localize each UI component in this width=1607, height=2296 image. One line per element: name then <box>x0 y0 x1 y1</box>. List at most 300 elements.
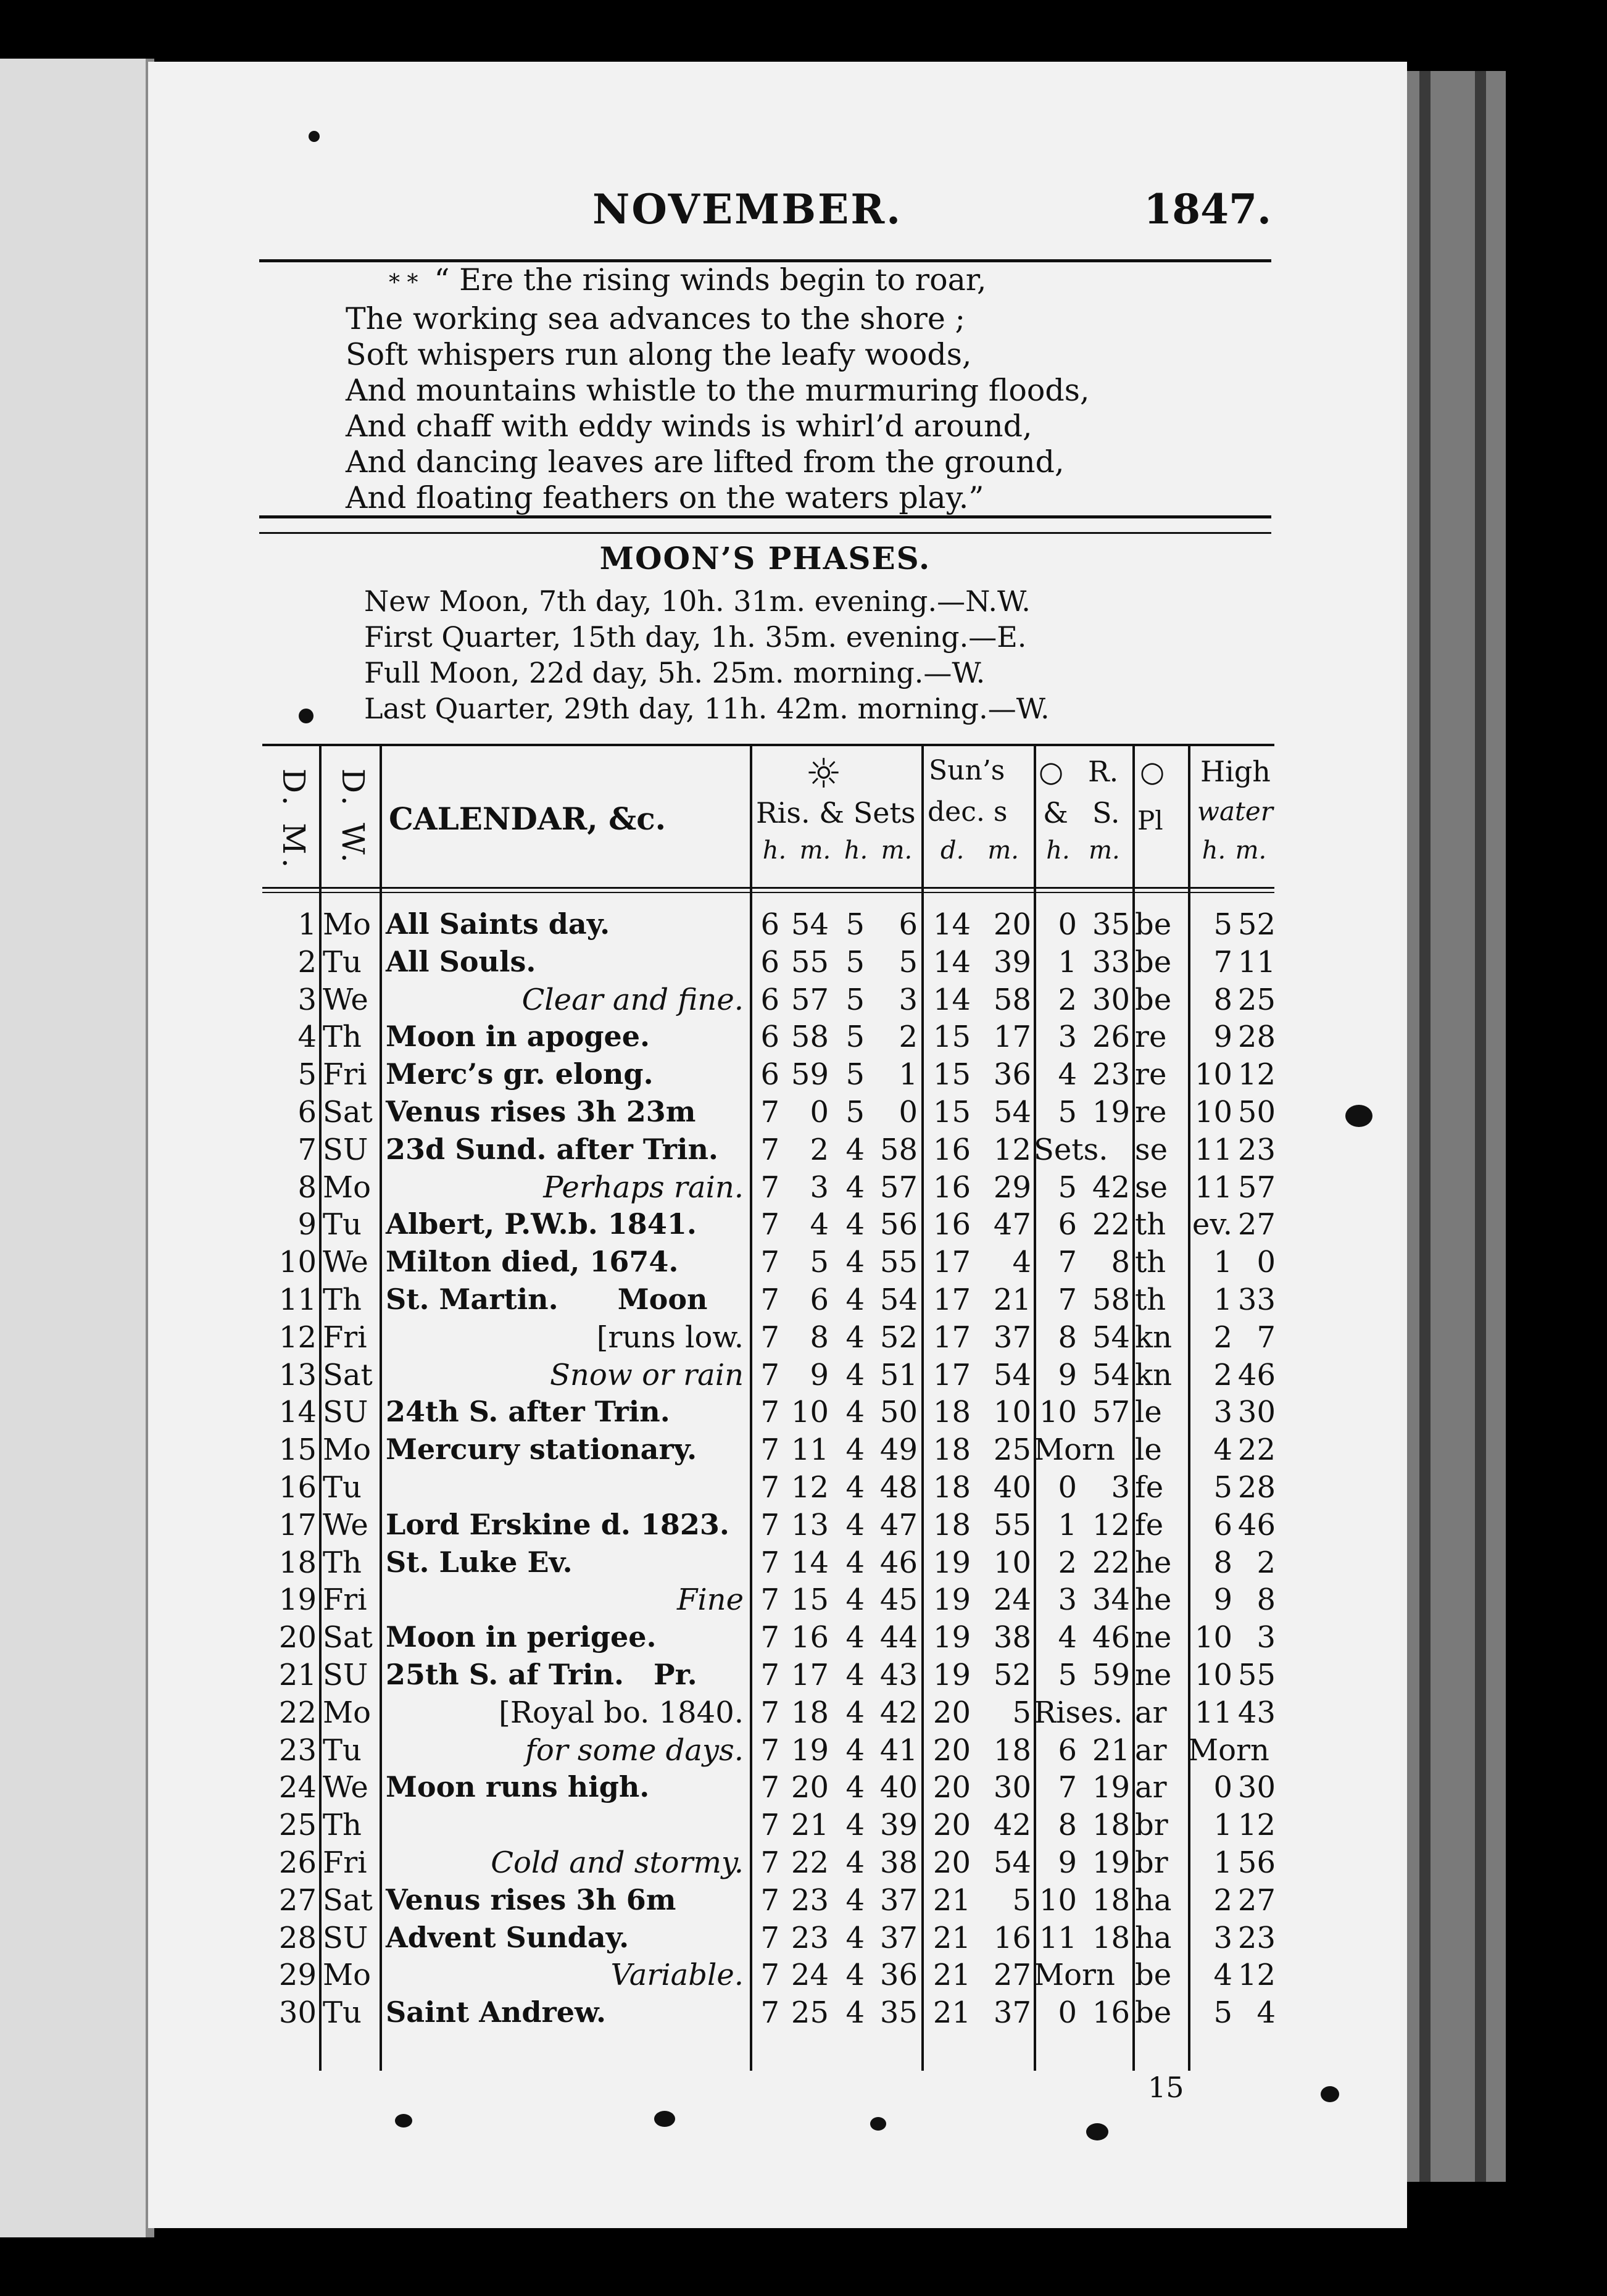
cell-sr-h: 6 <box>760 1020 779 1055</box>
cell-w: We <box>323 1770 368 1805</box>
cell-calendar: St. Luke Ev. <box>386 1545 573 1579</box>
cell-pl: ar <box>1135 1695 1167 1730</box>
cell-calendar: Mercury stationary. <box>386 1433 697 1466</box>
cell-hw-m: 2 <box>1256 1545 1276 1580</box>
cell-dec-d: 19 <box>932 1583 971 1618</box>
cell-pl: be <box>1135 1995 1172 2031</box>
cell-ss-m: 49 <box>879 1433 918 1468</box>
cell-w: Th <box>323 1020 362 1055</box>
table-top-rule <box>262 744 1274 746</box>
cell-sr-m: 23 <box>791 1920 829 1955</box>
cell-sr-h: 7 <box>760 1433 779 1468</box>
cell-mo-h: 5 <box>1058 1170 1077 1205</box>
cell-sr-m: 11 <box>791 1433 829 1468</box>
cell-dec-m: 54 <box>993 1845 1031 1880</box>
cell-hw-m: 46 <box>1237 1357 1276 1392</box>
cell-pl: re <box>1135 1020 1167 1055</box>
cell-sr-h: 7 <box>760 1245 779 1280</box>
cell-w: Mo <box>323 1170 372 1205</box>
cell-sr-m: 15 <box>791 1583 829 1618</box>
cell-hw-h: 1 <box>1213 1845 1232 1880</box>
cell-ss-h: 4 <box>845 1958 865 1993</box>
poem-line: And mountains whistle to the murmuring floods, <box>346 373 1090 408</box>
cell-ss-m: 47 <box>879 1507 918 1542</box>
cell-mo-m: 42 <box>1092 1170 1130 1205</box>
cell-dec-d: 15 <box>932 1020 971 1055</box>
spine-band <box>1475 71 1486 2182</box>
cell-mo-m: 16 <box>1092 1995 1130 2031</box>
cell-calendar: All Saints day. <box>386 907 610 941</box>
table-header-rule <box>262 887 1274 889</box>
cell-pl: le <box>1135 1433 1162 1468</box>
cell-hw-h: 3 <box>1213 1395 1232 1430</box>
cell-w: SU <box>323 1395 368 1430</box>
cell-hw-h: ev. <box>1192 1207 1232 1242</box>
cell-pl: be <box>1135 1958 1172 1993</box>
cell-sr-h: 6 <box>760 944 779 980</box>
cell-mo-h: 7 <box>1058 1245 1077 1280</box>
cell-mo-h: 0 <box>1058 907 1077 942</box>
cell-ss-m: 2 <box>899 1020 918 1055</box>
cell-calendar: Venus rises 3h 23m <box>386 1095 696 1128</box>
cell-mo-h: 7 <box>1058 1770 1077 1805</box>
cell-calendar: Moon runs high. <box>386 1770 650 1804</box>
cell-w: Th <box>323 1545 362 1580</box>
cell-hw-h: 1 <box>1213 1283 1232 1317</box>
cell-sr-m: 59 <box>791 1057 829 1092</box>
cell-ss-m: 36 <box>879 1958 918 1993</box>
cell-sr-m: 12 <box>791 1470 829 1505</box>
cell-w: Fri <box>323 1057 367 1092</box>
cell-sr-m: 23 <box>791 1882 829 1918</box>
poem-line: The working sea advances to the shore ; <box>346 301 965 336</box>
cell-hw-h: 7 <box>1213 944 1232 980</box>
cell-d: 26 <box>278 1845 317 1880</box>
cell-d: 5 <box>297 1057 317 1092</box>
cell-hw-h: 5 <box>1213 907 1232 942</box>
cell-w: SU <box>323 1658 368 1692</box>
cell-mo-m: 19 <box>1092 1095 1130 1129</box>
cell-sr-m: 10 <box>791 1395 829 1430</box>
cell-sr-m: 8 <box>810 1320 829 1355</box>
cell-w: Fri <box>323 1320 367 1355</box>
cell-hw-h: 2 <box>1213 1320 1232 1355</box>
cell-dec-d: 20 <box>932 1732 971 1768</box>
header-moon-s: S. <box>1092 796 1120 830</box>
cell-ss-h: 4 <box>845 1845 865 1880</box>
cell-mo-h: 8 <box>1058 1808 1077 1843</box>
cell-pl: ne <box>1135 1658 1172 1692</box>
cell-dec-d: 16 <box>932 1207 971 1242</box>
cell-dec-d: 18 <box>932 1395 971 1430</box>
cell-pl: kn <box>1135 1320 1172 1355</box>
cell-dec-m: 27 <box>993 1958 1031 1993</box>
cell-d: 14 <box>278 1395 317 1430</box>
cell-sr-h: 7 <box>760 1395 779 1430</box>
cell-ss-m: 57 <box>879 1170 918 1205</box>
cell-ss-h: 4 <box>845 1620 865 1655</box>
cell-ss-h: 5 <box>845 1095 865 1129</box>
cell-dec-m: 10 <box>993 1395 1031 1430</box>
cell-sr-m: 58 <box>791 1020 829 1055</box>
cell-sr-m: 25 <box>791 1995 829 2031</box>
header-planet: Pl <box>1137 805 1163 836</box>
cell-ss-h: 4 <box>845 1470 865 1505</box>
cell-hw-m: 27 <box>1237 1882 1276 1918</box>
cell-d: 9 <box>297 1207 317 1242</box>
cell-sr-h: 7 <box>760 1808 779 1843</box>
header-moon-units: h. m. <box>1046 836 1120 865</box>
cell-d: 13 <box>278 1357 317 1392</box>
cell-ss-m: 0 <box>899 1095 918 1129</box>
poem-line: And floating feathers on the waters play.” <box>346 480 984 515</box>
cell-sr-h: 6 <box>760 1057 779 1092</box>
cell-dec-d: 14 <box>932 944 971 980</box>
cell-calendar: Milton died, 1674. <box>386 1245 679 1279</box>
planet-circle-icon: ○ <box>1140 755 1165 788</box>
moon-circle-icon: ○ <box>1039 755 1064 788</box>
cell-d: 28 <box>278 1920 317 1955</box>
cell-d: 6 <box>297 1095 317 1129</box>
cell-ss-m: 46 <box>879 1545 918 1580</box>
cell-calendar: [Royal bo. 1840. <box>499 1695 744 1730</box>
cell-sr-m: 9 <box>810 1357 829 1392</box>
cell-calendar: 25th S. af Trin. Pr. <box>386 1658 697 1691</box>
moon-phase-full: Full Moon, 22d day, 5h. 25m. morning.—W. <box>364 656 986 689</box>
cell-mo-m: 19 <box>1092 1770 1130 1805</box>
cell-w: Tu <box>323 1995 362 2031</box>
cell-d: 30 <box>278 1995 317 2031</box>
cell-hw-m: 33 <box>1237 1283 1276 1317</box>
cell-hw-m: 28 <box>1237 1020 1276 1055</box>
cell-w: Fri <box>323 1583 367 1618</box>
cell-mo-h: 6 <box>1058 1207 1077 1242</box>
cell-dec-d: 16 <box>932 1170 971 1205</box>
cell-ss-m: 48 <box>879 1470 918 1505</box>
cell-mo-h: 5 <box>1058 1095 1077 1129</box>
header-dec-top: Sun’s <box>929 755 1005 786</box>
cell-mo-m: 30 <box>1092 982 1130 1017</box>
poem-rule-thin <box>259 532 1271 534</box>
cell-d: 4 <box>297 1020 317 1055</box>
cell-calendar: Advent Sunday. <box>386 1920 629 1954</box>
ink-blot <box>395 2114 412 2128</box>
cell-ss-m: 38 <box>879 1845 918 1880</box>
cell-sr-h: 7 <box>760 1320 779 1355</box>
cell-hw-m: 12 <box>1237 1808 1276 1843</box>
cell-hw-h: 10 <box>1194 1658 1232 1692</box>
cell-ss-m: 58 <box>879 1132 918 1167</box>
cell-ss-h: 4 <box>845 1995 865 2031</box>
cell-w: Tu <box>323 1470 362 1505</box>
cell-ss-h: 4 <box>845 1882 865 1918</box>
cell-dec-d: 19 <box>932 1545 971 1580</box>
poem-line: * * “ Ere the rising winds begin to roar, <box>389 262 987 297</box>
year: 1847. <box>1144 185 1271 233</box>
ink-blot <box>654 2111 675 2127</box>
cell-hw-h: 10 <box>1194 1620 1232 1655</box>
cell-pl: th <box>1135 1207 1166 1242</box>
cell-calendar: Fine <box>677 1583 744 1618</box>
cell-pl: br <box>1135 1808 1168 1843</box>
header-high-top: High <box>1200 755 1271 788</box>
header-moon-top: R. <box>1088 755 1119 788</box>
cell-d: 11 <box>278 1283 317 1317</box>
cell-ss-m: 45 <box>879 1583 918 1618</box>
cell-hw-h: 6 <box>1213 1507 1232 1542</box>
cell-ss-m: 5 <box>899 944 918 980</box>
spine-band <box>1419 71 1431 2182</box>
cell-mo-h: 2 <box>1058 982 1077 1017</box>
cell-sr-m: 5 <box>810 1245 829 1280</box>
cell-hw-h: 1 <box>1213 1808 1232 1843</box>
cell-ss-h: 4 <box>845 1170 865 1205</box>
cell-calendar: 24th S. after Trin. <box>386 1395 670 1429</box>
cell-mo-h: Morn <box>1034 1433 1115 1468</box>
cell-w: SU <box>323 1920 368 1955</box>
cell-hw-m: 27 <box>1237 1207 1276 1242</box>
cell-dec-m: 39 <box>993 944 1031 980</box>
cell-ss-h: 5 <box>845 1020 865 1055</box>
cell-w: Sat <box>323 1095 373 1129</box>
cell-hw-m: 25 <box>1237 982 1276 1017</box>
cell-dec-m: 16 <box>993 1920 1031 1955</box>
ink-blot <box>1345 1105 1372 1127</box>
poem-line: And chaff with eddy winds is whirl’d around, <box>346 409 1032 444</box>
cell-hw-h: 10 <box>1194 1095 1232 1129</box>
cell-calendar: Saint Andrew. <box>386 1995 606 2029</box>
cell-hw-h: 11 <box>1194 1170 1232 1205</box>
cell-w: SU <box>323 1132 368 1167</box>
cell-pl: br <box>1135 1845 1168 1880</box>
cell-calendar: St. Martin. Moon <box>386 1283 708 1316</box>
cell-hw-m: 23 <box>1237 1920 1276 1955</box>
cell-pl: se <box>1135 1132 1168 1167</box>
cell-mo-m: 35 <box>1092 907 1130 942</box>
cell-ss-m: 44 <box>879 1620 918 1655</box>
cell-w: We <box>323 1507 368 1542</box>
cell-sr-m: 16 <box>791 1620 829 1655</box>
cell-dec-d: 21 <box>932 1920 971 1955</box>
cell-w: Sat <box>323 1620 373 1655</box>
cell-dec-d: 20 <box>932 1770 971 1805</box>
cell-dec-m: 38 <box>993 1620 1031 1655</box>
cell-dec-m: 52 <box>993 1658 1031 1692</box>
moon-phase-first-quarter: First Quarter, 15th day, 1h. 35m. evening.—E. <box>364 620 1027 654</box>
cell-dec-m: 20 <box>993 907 1031 942</box>
cell-mo-h: Sets. <box>1034 1132 1108 1167</box>
ink-blot <box>1321 2086 1339 2102</box>
cell-sr-h: 7 <box>760 1357 779 1392</box>
cell-sr-m: 17 <box>791 1658 829 1692</box>
moon-phases-title: MOON’S PHASES. <box>599 540 931 576</box>
cell-hw-h: 9 <box>1213 1020 1232 1055</box>
cell-pl: be <box>1135 982 1172 1017</box>
cell-mo-m: 22 <box>1092 1207 1130 1242</box>
cell-dec-d: 17 <box>932 1357 971 1392</box>
cell-hw-m: 11 <box>1237 944 1276 980</box>
cell-calendar: Merc’s gr. elong. <box>386 1057 654 1091</box>
cell-dec-m: 58 <box>993 982 1031 1017</box>
cell-hw-m: 30 <box>1237 1770 1276 1805</box>
cell-sr-h: 7 <box>760 1732 779 1768</box>
cell-dec-d: 19 <box>932 1658 971 1692</box>
cell-pl: fe <box>1135 1470 1164 1505</box>
cell-dec-d: 15 <box>932 1095 971 1129</box>
col-rule <box>380 744 382 2071</box>
cell-hw-h: 0 <box>1213 1770 1232 1805</box>
cell-dec-m: 4 <box>1012 1245 1031 1280</box>
cell-d: 12 <box>278 1320 317 1355</box>
poem-marks: * * <box>389 270 418 296</box>
cell-d: 24 <box>278 1770 317 1805</box>
header-dec-units: d. m. <box>941 836 1019 865</box>
cell-hw-h: 2 <box>1213 1882 1232 1918</box>
cell-dec-d: 18 <box>932 1507 971 1542</box>
cell-d: 8 <box>297 1170 317 1205</box>
cell-sr-h: 7 <box>760 1658 779 1692</box>
cell-mo-h: 8 <box>1058 1320 1077 1355</box>
cell-hw-m: 22 <box>1237 1433 1276 1468</box>
header-moon-amp: & <box>1043 796 1068 830</box>
cell-hw-h: 8 <box>1213 1545 1232 1580</box>
cell-ss-m: 37 <box>879 1920 918 1955</box>
cell-sr-m: 54 <box>791 907 829 942</box>
cell-mo-m: 26 <box>1092 1020 1130 1055</box>
moon-phase-last-quarter: Last Quarter, 29th day, 11h. 42m. morning.—W. <box>364 692 1050 725</box>
cell-d: 23 <box>278 1732 317 1768</box>
cell-dec-m: 36 <box>993 1057 1031 1092</box>
cell-mo-m: 18 <box>1092 1920 1130 1955</box>
cell-dec-d: 17 <box>932 1320 971 1355</box>
header-high-water: water <box>1197 796 1273 826</box>
cell-w: Tu <box>323 1732 362 1768</box>
cell-d: 1 <box>297 907 317 942</box>
ink-blot <box>1086 2123 1108 2140</box>
cell-pl: kn <box>1135 1357 1172 1392</box>
cell-mo-h: 9 <box>1058 1357 1077 1392</box>
cell-d: 3 <box>297 982 317 1017</box>
cell-ss-m: 40 <box>879 1770 918 1805</box>
cell-hw-h: 3 <box>1213 1920 1232 1955</box>
cell-mo-m: 58 <box>1092 1283 1130 1317</box>
cell-pl: ar <box>1135 1732 1167 1768</box>
cell-sr-m: 4 <box>810 1207 829 1242</box>
cell-d: 25 <box>278 1808 317 1843</box>
cell-sr-m: 21 <box>791 1808 829 1843</box>
cell-d: 20 <box>278 1620 317 1655</box>
facing-page <box>0 59 154 2237</box>
cell-hw-h: Morn <box>1188 1732 1269 1768</box>
cell-sr-h: 6 <box>760 982 779 1017</box>
cell-calendar: All Souls. <box>386 944 536 978</box>
cell-mo-m: 22 <box>1092 1545 1130 1580</box>
header-dec: dec. s <box>928 796 1008 828</box>
cell-hw-h: 11 <box>1194 1695 1232 1730</box>
cell-dec-m: 47 <box>993 1207 1031 1242</box>
month-title: NOVEMBER. <box>592 185 903 233</box>
cell-sr-m: 22 <box>791 1845 829 1880</box>
cell-hw-h: 8 <box>1213 982 1232 1017</box>
cell-dec-m: 21 <box>993 1283 1031 1317</box>
cell-calendar: Clear and fine. <box>521 982 744 1017</box>
cell-dec-d: 17 <box>932 1245 971 1280</box>
cell-hw-h: 5 <box>1213 1470 1232 1505</box>
cell-d: 22 <box>278 1695 317 1730</box>
cell-dec-d: 21 <box>932 1958 971 1993</box>
cell-dec-m: 17 <box>993 1020 1031 1055</box>
cell-mo-h: 1 <box>1058 1507 1077 1542</box>
cell-dec-d: 21 <box>932 1995 971 2031</box>
cell-sr-m: 19 <box>791 1732 829 1768</box>
cell-hw-m: 56 <box>1237 1845 1276 1880</box>
cell-d: 18 <box>278 1545 317 1580</box>
cell-mo-m: 57 <box>1092 1395 1130 1430</box>
cell-hw-m: 23 <box>1237 1132 1276 1167</box>
cell-mo-h: 10 <box>1039 1882 1077 1918</box>
cell-w: Fri <box>323 1845 367 1880</box>
cell-pl: ar <box>1135 1770 1167 1805</box>
cell-dec-m: 18 <box>993 1732 1031 1768</box>
poem <box>346 262 1240 516</box>
cell-ss-m: 55 <box>879 1245 918 1280</box>
page-number: 15 <box>1148 2071 1184 2104</box>
cell-calendar: 23d Sund. after Trin. <box>386 1132 718 1166</box>
cell-hw-h: 1 <box>1213 1245 1232 1280</box>
cell-hw-m: 46 <box>1237 1507 1276 1542</box>
cell-dec-d: 15 <box>932 1057 971 1092</box>
cell-calendar: Perhaps rain. <box>543 1170 744 1205</box>
col-rule <box>319 744 322 2071</box>
cell-w: Sat <box>323 1357 373 1392</box>
cell-dec-m: 30 <box>993 1770 1031 1805</box>
cell-dec-d: 20 <box>932 1695 971 1730</box>
cell-w: Sat <box>323 1882 373 1918</box>
sun-symbol-icon: ☼ <box>805 750 842 797</box>
cell-sr-m: 20 <box>791 1770 829 1805</box>
cell-dec-d: 20 <box>932 1845 971 1880</box>
cell-ss-m: 35 <box>879 1995 918 2031</box>
cell-ss-h: 4 <box>845 1207 865 1242</box>
cell-mo-h: 1 <box>1058 944 1077 980</box>
cell-ss-m: 1 <box>899 1057 918 1092</box>
cell-dec-d: 18 <box>932 1470 971 1505</box>
cell-ss-h: 4 <box>845 1920 865 1955</box>
cell-d: 7 <box>297 1132 317 1167</box>
cell-ss-h: 4 <box>845 1770 865 1805</box>
cell-calendar: Moon in apogee. <box>386 1020 650 1054</box>
cell-ss-m: 37 <box>879 1882 918 1918</box>
cell-ss-m: 39 <box>879 1808 918 1843</box>
cell-sr-m: 13 <box>791 1507 829 1542</box>
cell-sr-h: 7 <box>760 1507 779 1542</box>
cell-ss-m: 50 <box>879 1395 918 1430</box>
cell-dec-d: 14 <box>932 907 971 942</box>
cell-dec-m: 55 <box>993 1507 1031 1542</box>
cell-sr-m: 14 <box>791 1545 829 1580</box>
cell-sr-h: 7 <box>760 1845 779 1880</box>
cell-dec-d: 14 <box>932 982 971 1017</box>
cell-hw-m: 3 <box>1256 1620 1276 1655</box>
cell-ss-h: 5 <box>845 907 865 942</box>
header-calendar: CALENDAR, &c. <box>389 801 666 837</box>
cell-sr-m: 3 <box>810 1170 829 1205</box>
cell-mo-m: 12 <box>1092 1507 1130 1542</box>
cell-mo-h: 3 <box>1058 1020 1077 1055</box>
cell-dec-d: 16 <box>932 1132 971 1167</box>
cell-hw-h: 9 <box>1213 1583 1232 1618</box>
cell-pl: le <box>1135 1395 1162 1430</box>
